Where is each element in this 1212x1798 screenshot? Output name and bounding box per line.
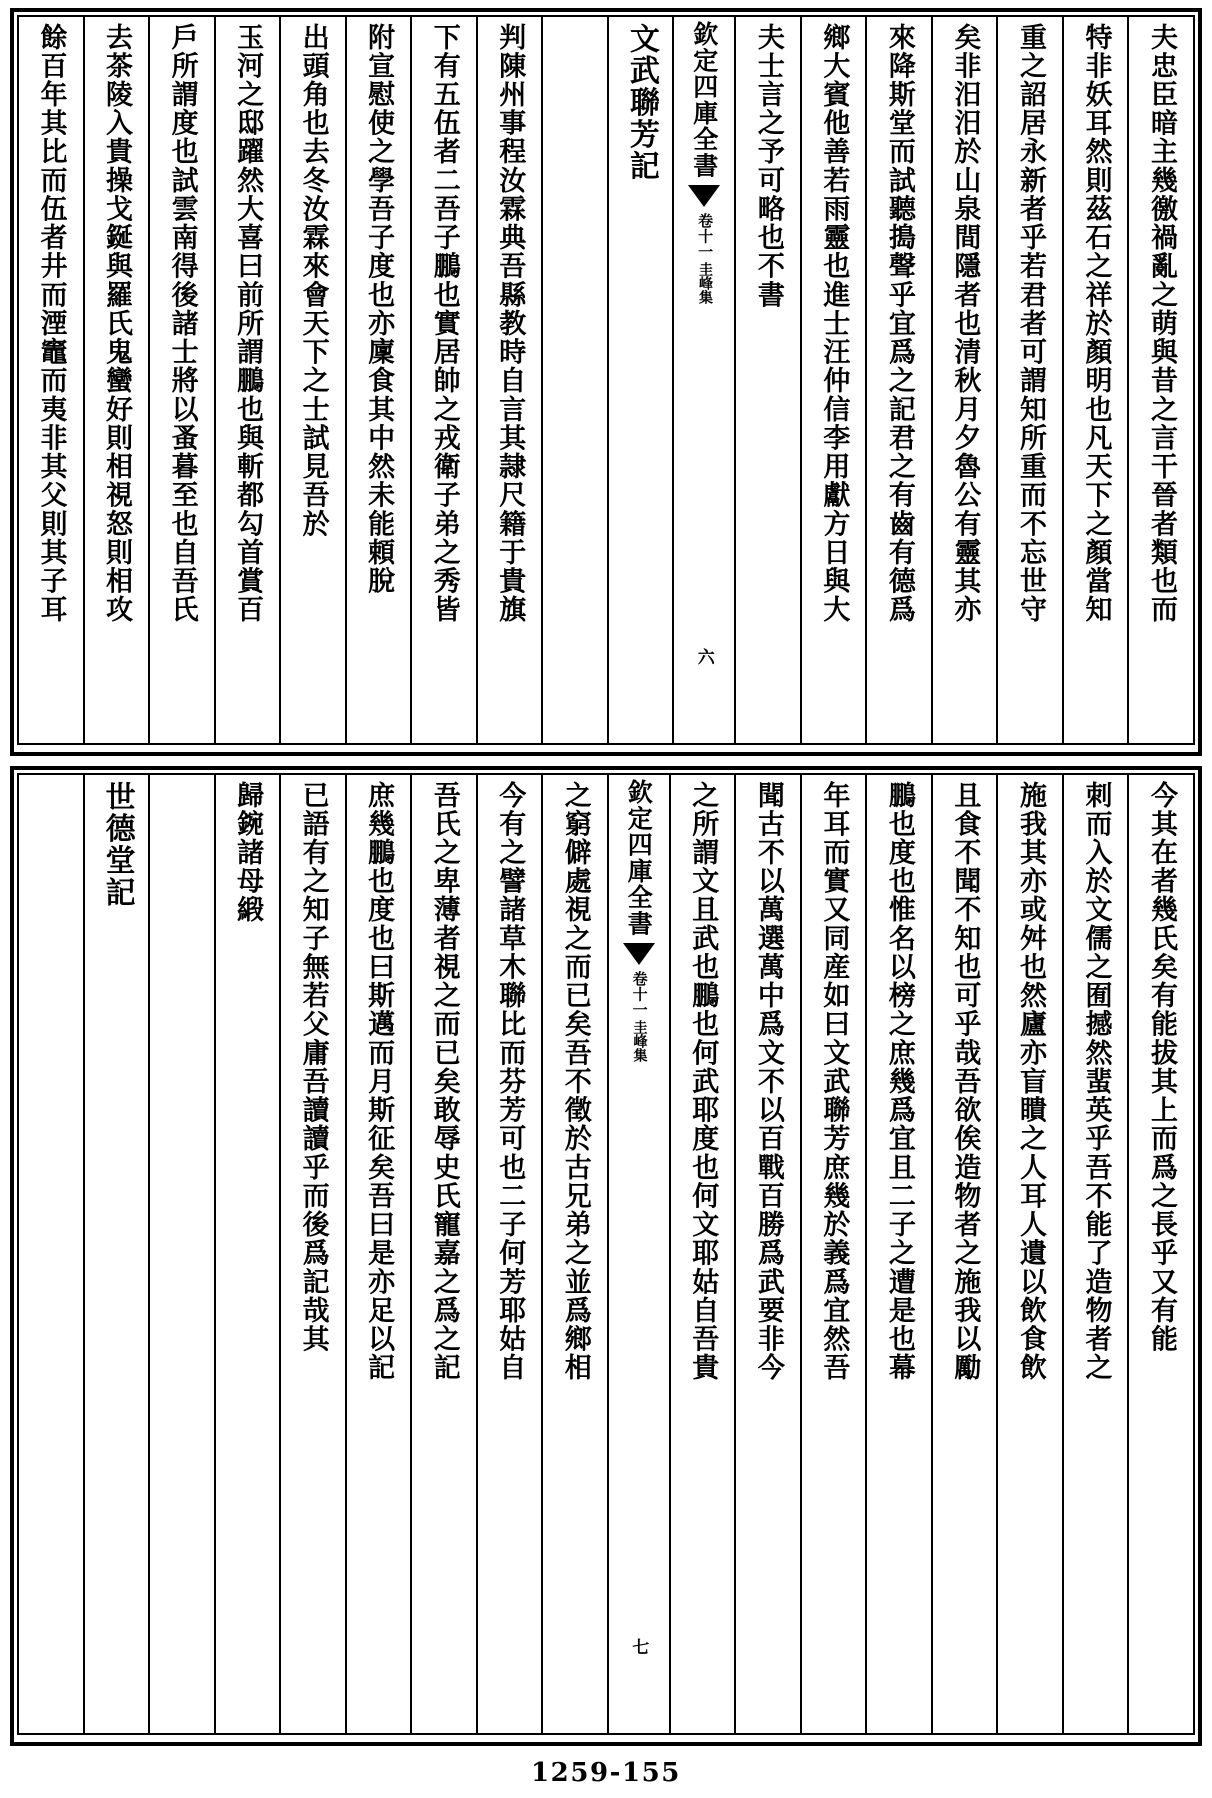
text-column — [734, 775, 800, 1733]
column-text: 餘百年其比而伍者井而湮竈而夷非其父則其子耳 — [35, 23, 67, 625]
column-text: 特非妖耳然則茲石之祥於顏明也凡天下之顏當知 — [1080, 23, 1112, 625]
text-column — [1127, 775, 1193, 1733]
column-text: 下有五伍者二吾子鵬也實居帥之戎衛子弟之秀皆 — [428, 23, 460, 625]
text-column — [931, 775, 997, 1733]
text-column — [1127, 17, 1193, 743]
column-text: 之窮僻處視之而已矣吾不徵於古兄弟之並爲鄉相 — [559, 781, 591, 1383]
block-header-bottom — [607, 775, 669, 1733]
column-text: 施我其亦或舛也然廬亦盲瞶之人耳人遺以飲食飲 — [1014, 781, 1046, 1383]
series-title: 欽定四庫全書 — [689, 21, 719, 179]
column-text: 附宣慰使之學吾子度也亦廩食其中然未能頼脫 — [363, 23, 395, 596]
text-column — [800, 775, 866, 1733]
column-text: 鄉大賓他善若雨靈也進士汪仲信李用獻方日與大 — [818, 23, 850, 625]
essay-title-column — [607, 17, 673, 743]
column-text: 鵬也度也惟名以榜之庶幾爲宜且二子之遭是也幕 — [883, 781, 915, 1383]
series-title: 欽定四庫全書 — [624, 779, 654, 937]
essay-title-column — [83, 775, 149, 1733]
block-header-top — [672, 17, 734, 743]
column-text: 年耳而實又同産如曰文武聯芳庶幾於義爲宜然吾 — [818, 781, 850, 1383]
text-column — [410, 17, 476, 743]
text-column — [669, 775, 735, 1733]
column-text: 夫士言之予可略也不書 — [752, 23, 784, 310]
column-text: 來降斯堂而試聽搗聲乎宜爲之記君之有齒有德爲 — [883, 23, 915, 625]
text-column — [476, 775, 542, 1733]
text-column — [279, 17, 345, 743]
blank-column — [541, 17, 607, 743]
text-column — [19, 775, 83, 1733]
woodblock-page-top — [10, 8, 1202, 756]
column-text: 夫忠臣暗主幾徼禍亂之萌與昔之言干晉者類也而 — [1146, 23, 1177, 625]
column-text: 吾氏之卑薄者視之而已矣敢辱史氏寵嘉之爲之記 — [428, 781, 460, 1383]
text-column — [541, 775, 607, 1733]
fishtail-mark-icon — [688, 185, 720, 207]
text-column — [1062, 17, 1128, 743]
text-column — [148, 17, 214, 743]
text-column — [279, 775, 345, 1733]
page-mark: 七 — [628, 1638, 649, 1655]
collection-label: 圭峰集 — [696, 262, 713, 305]
column-text: 出頭角也去冬汝霖來會天下之士試見吾於 — [297, 23, 329, 539]
text-column — [734, 17, 800, 743]
essay-title: 世德堂記 — [99, 781, 135, 909]
volume-label: 卷十一 — [696, 212, 715, 259]
text-column — [214, 17, 280, 743]
text-column — [996, 775, 1062, 1733]
blank-column — [148, 775, 214, 1733]
column-text: 玉河之邸躍然大喜曰前所謂鵬也與斬都勾首賞百 — [232, 23, 264, 625]
fishtail-mark-icon — [623, 943, 655, 965]
collection-label: 圭峰集 — [631, 1020, 648, 1063]
column-text: 聞古不以萬選萬中爲文不以百戰百勝爲武要非今 — [752, 781, 784, 1383]
column-text: 判陳州事程汝霖典吾縣教時自言其隷尺籍于貴旗 — [494, 23, 526, 625]
text-column — [410, 775, 476, 1733]
text-column — [83, 17, 149, 743]
column-text: 戶所謂度也試雲南得後諸士將以蚤暮至也自吾氏 — [166, 23, 198, 625]
column-text: 已語有之知子無若父庸吾讀讀乎而後爲記哉其 — [297, 781, 329, 1354]
page-mark: 六 — [693, 648, 714, 665]
column-text: 之所謂文且武也鵬也何武耶度也何文耶姑自吾貴 — [687, 781, 719, 1383]
volume-label: 卷十一 — [630, 970, 649, 1017]
bottom-columns-container — [17, 773, 1195, 1735]
text-column — [865, 17, 931, 743]
text-column — [345, 17, 411, 743]
column-text: 今有之譬諸草木聯比而芬芳可也二子何芳耶姑自 — [494, 781, 526, 1383]
column-text: 今其在者幾氏矣有能拔其上而爲之長乎又有能 — [1146, 781, 1177, 1354]
column-text: 歸鋺諸母緞 — [232, 781, 264, 925]
text-column — [476, 17, 542, 743]
column-text: 去茶陵入貴操戈鋋與羅氏鬼蠻好則相視怒則相攻 — [101, 23, 133, 625]
page-number-footer: 1259-155 — [531, 1758, 681, 1788]
column-text: 重之詔居永新者乎若君者可謂知所重而不忘世守 — [1014, 23, 1046, 625]
text-column — [345, 775, 411, 1733]
essay-title: 文武聯芳記 — [623, 23, 659, 182]
column-text: 庶幾鵬也度也曰斯邁而月斯征矣吾曰是亦足以記 — [363, 781, 395, 1383]
text-column — [865, 775, 931, 1733]
text-column — [1062, 775, 1128, 1733]
column-text: 刺而入於文儒之囿撼然蜚英乎吾不能了造物者之 — [1080, 781, 1112, 1383]
text-column — [214, 775, 280, 1733]
column-text: 矣非汨汨於山泉間隱者也清秋月夕魯公有靈其亦 — [949, 23, 981, 625]
text-column — [800, 17, 866, 743]
text-column — [931, 17, 997, 743]
top-columns-container — [17, 15, 1195, 745]
text-column — [19, 17, 83, 743]
woodblock-page-bottom — [10, 766, 1202, 1746]
column-text: 且食不聞不知也可乎哉吾欲俟造物者之施我以勵 — [949, 781, 981, 1383]
text-column — [996, 17, 1062, 743]
